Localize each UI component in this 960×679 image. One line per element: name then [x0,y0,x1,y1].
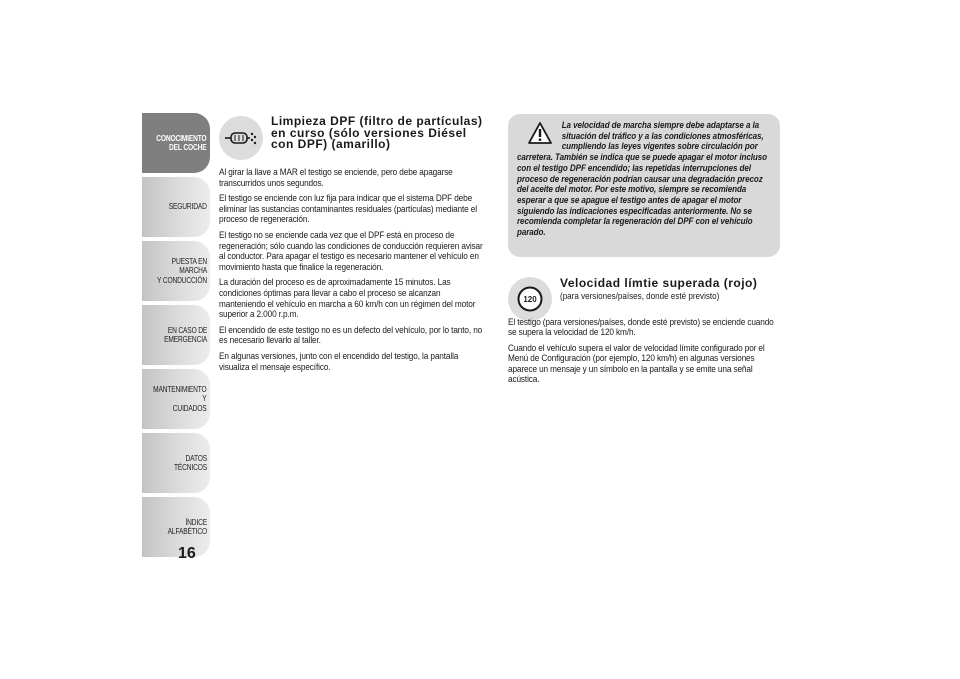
right-column [508,114,780,391]
sidebar-tab-label: EN CASO DE EMERGENCIA [163,324,207,344]
sidebar-tab-conocimiento[interactable] [142,113,210,173]
warning-paragraph [517,120,773,238]
sidebar-tab-label: ÍNDICE ALFABÉTICO [167,516,207,536]
sidebar-tab-label: MANTENIMIENTO Y CUIDADOS [153,383,207,413]
sidebar-tab-indice[interactable] [142,497,210,557]
dpf-paragraph: El encendido de este testigo no es un defecto del vehículo, por lo tanto, no es necesario llevarlo al taller. [219,324,483,347]
page-number: 16 [178,545,196,562]
warning-text [517,120,773,238]
speed-limit-120-icon [508,277,552,321]
dpf-paragraph: El testigo no se enciende cada vez que el DPF está en proceso de regeneración; sólo cuando las condiciones de conducción requieren avisar al conductor. Para apagar el testigo es necesario mantener el vehículo en movimiento hasta que finalice la regeneración. [219,229,483,273]
dpf-filter-icon [219,116,263,160]
speed-heading [508,276,780,302]
sidebar-tab-seguridad[interactable] [142,177,210,237]
speed-body [508,318,775,387]
warning-box [508,114,780,257]
speed-paragraph: Cuando el vehículo supera el valor de velocidad límite configurado por el Menú de Configuración (por ejemplo, 120 km/h) en algunas versiones aparece un mensaje y un símbolo en la pantalla y se emite una señal acústica. [508,342,765,386]
warning-rest: carretera. También se indica que se puede apagar el motor incluso con el testigo DPF encendido; las repetidas interrupciones del proceso de regeneración podrían causar una degradación precoz del aceite del motor. Por este motivo, siempre se recomienda esperar a que se apague el testigo antes de apagar el motor siguiendo las indicaciones especificadas anteriormente. No se recomienda completar la regeneración del DPF con el vehículo parado. [517,151,767,238]
dpf-title: Limpieza DPF (filtro de partículas) en curso (sólo versiones Diésel con DPF) (amarillo) [271,114,483,151]
dpf-heading [219,114,491,164]
speed-paragraph: El testigo (para versiones/países, donde esté previsto) se enciende cuando se supera la velocidad de 120 km/h. [508,316,774,339]
dpf-paragraph: El testigo se enciende con luz fija para indicar que el sistema DPF debe eliminar las sustancias contaminantes residuales (partículas) mediante el proceso de regeneración. [219,193,477,226]
dpf-paragraph: En algunas versiones, junto con el encendido del testigo, la pantalla visualiza el mensaje específico. [219,350,459,373]
sidebar-tab-label: DATOS TÉCNICOS [173,452,207,472]
sidebar-tab-mantenimiento[interactable] [142,369,210,429]
speed-title: Velocidad límtie superada (rojo) [560,276,758,290]
sidebar-tab-datos-tecnicos[interactable] [142,433,210,493]
sidebar-tab-puesta-en-marcha[interactable] [142,241,210,301]
warning-lead: La velocidad de marcha siempre debe adaptarse a la situación del tráfico y a las condiciones atmosféricas, cumpliendo las leyes vigentes sobre circulación por [561,119,764,152]
sidebar-tab-label: PUESTA EN MARCHA Y CONDUCCIÓN [157,255,207,285]
speed-subtitle: (para versiones/países, donde esté previsto) [560,290,720,302]
speed-icon-text: 120 [523,295,537,304]
speed-section [508,276,780,386]
dpf-section [219,114,491,378]
dpf-body [219,168,486,373]
sidebar-tab-label: CONOCIMIENTO DEL COCHE [156,132,207,152]
sidebar-tab-label: SEGURIDAD [168,201,207,212]
dpf-paragraph: La duración del proceso es de aproximadamente 15 minutos. Las condiciones óptimas para llevar a cabo el proceso se alcanzan manteniendo el vehículo en marcha a 60 km/h con un régimen del motor superior a 2.000 r.p.m. [219,277,476,321]
sidebar-tab-emergencia[interactable] [142,305,210,365]
dpf-paragraph: Al girar la llave a MAR el testigo se enciende, pero debe apagarse transcurridos unos segundos. [219,167,453,189]
